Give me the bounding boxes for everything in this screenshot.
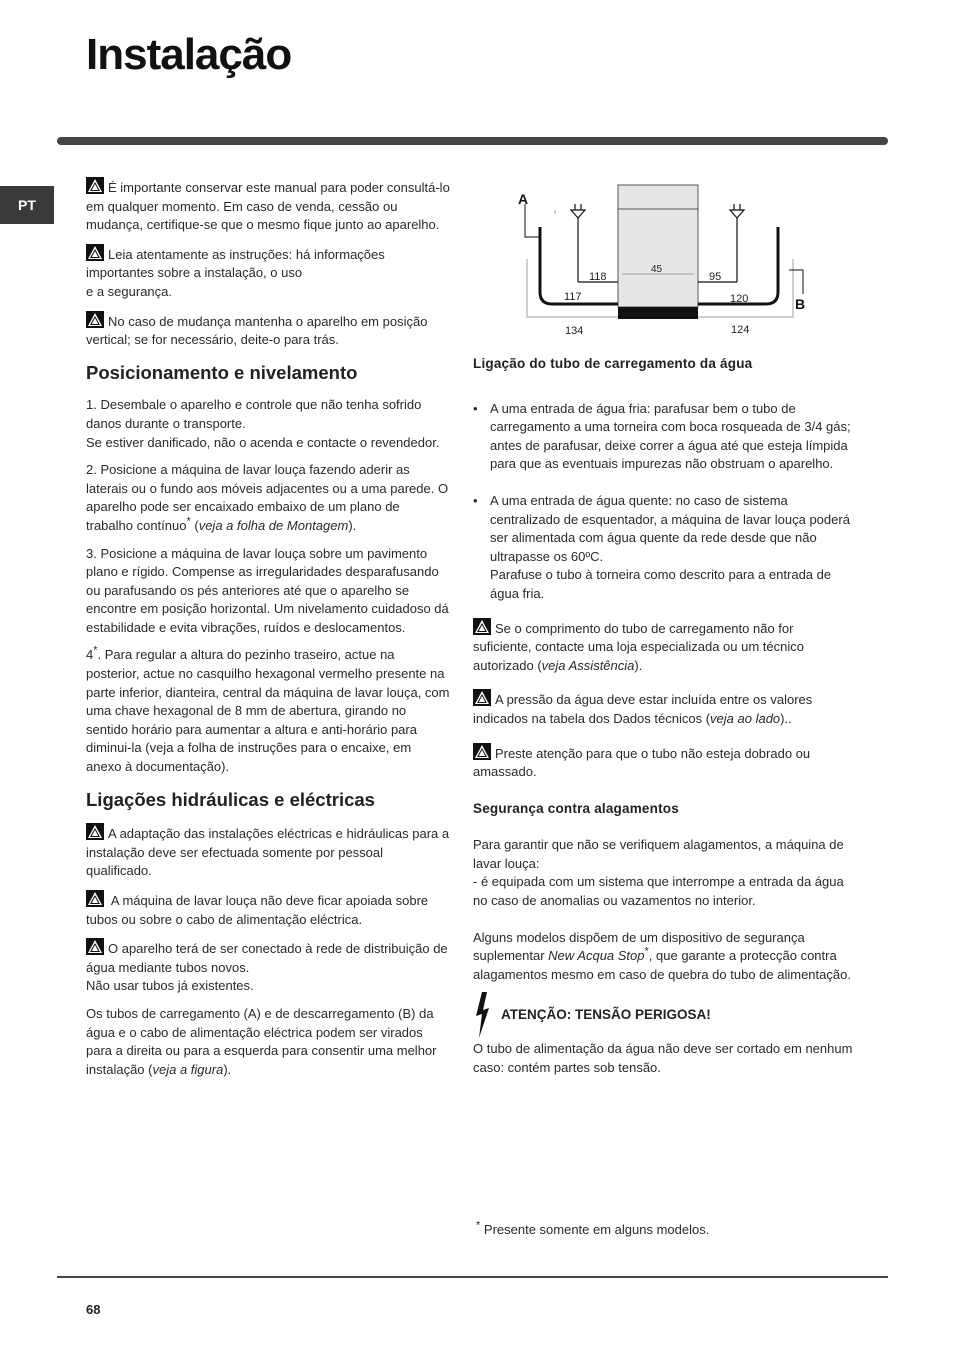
dim-124: 124 <box>731 324 750 336</box>
flood-safety-text: Para garantir que não se verifiquem alagamentos, a máquina de lavar louça: - é equipada com um sistema que interrompe a entrada da água no caso de anomalias ou vazamentos no interior. <box>473 837 844 909</box>
step-3: 3. Posicione a máquina de lavar louça sobre um pavimento plano e rígido. Compense as irregularidades desparafusando ou parafusando os pés anteriores até que o aparelho se encontre em posição horizontal. Um nivelamento cuidadoso dá estabilidade e evita vibrações, ruídos e deslocamentos. <box>86 545 449 635</box>
step-1: 1. Desembale o aparelho e controle que não tenha sofrido danos durante o transporte. Se estiver danificado, não o acenda e contacte o revendedor. <box>86 397 440 450</box>
label-a: A <box>518 191 529 207</box>
appliance-outline <box>618 185 698 307</box>
section-heading-positioning: Posicionamento e nivelamento <box>86 361 358 383</box>
warning-moving: No caso de mudança mantenha o aparelho em posição vertical; se for necessário, deite-o para trás. <box>86 311 450 350</box>
section-heading-connections: Ligações hidráulicas e eléctricas <box>86 788 375 810</box>
danger-voltage <box>473 992 853 1038</box>
bottom-rule <box>57 1276 888 1278</box>
warning-icon <box>86 823 104 840</box>
warning-icon <box>86 177 104 194</box>
acqua-stop-text: Alguns modelos dispõem de um dispositivo de segurança suplementar New Acqua Stop*, que garante a protecção contra alagamentos mesmo em caso de quebra do tubo de alimentação. <box>473 929 851 982</box>
step-4: 4*. Para regular a altura do pezinho traseiro, actue na posterior, actue no casquilho hexagonal vermelho presente na parte inferior, dianteira, central da máquina de lavar louça, com uma chave hexagonal de 8 mm de abertura, girando no sentido horário para aumentar a altura e anti-horário para diminui-la (veja a folha de instruções para o encaixe, em anexo à documentação). <box>86 645 450 775</box>
list-item: • A uma entrada de água fria: parafusar bem o tubo de carregamento a uma torneira com boca rosqueada de 3/4 gás; antes de parafusar, deixe correr a água até que esteja límpida para que as eventuais impurezas não obstruam o aparelho. <box>473 400 853 474</box>
danger-text: O tubo de alimentação da água não deve ser cortado em nenhum caso: contém partes sob tensão. <box>473 1041 853 1076</box>
page-number: 68 <box>86 1302 101 1317</box>
page-title: Instalação <box>86 30 292 79</box>
warning-read-instructions: Leia atentamente as instruções: há informações importantes sobre a instalação, o uso e a segurança. <box>86 244 450 302</box>
warning-icon <box>86 311 104 328</box>
footnote: * Presente somente em alguns modelos. <box>476 1219 710 1237</box>
danger-label: ATENÇÃO: TENSÃO PERIGOSA! <box>501 1007 711 1023</box>
dim-117: 117 <box>564 291 582 303</box>
heading-flood-safety: Segurança contra alagamentos <box>473 800 679 816</box>
warning-icon <box>86 890 104 907</box>
warning-icon <box>86 244 104 261</box>
warning-icon <box>473 743 491 760</box>
dim-120: 120 <box>730 293 749 305</box>
lightning-bolt-icon <box>473 992 491 1038</box>
left-column <box>86 177 450 1079</box>
warning-icon <box>473 689 491 706</box>
warning-new-tubes: O aparelho terá de ser conectado à rede de distribuição de água mediante tubos novos. Não usar tubos já existentes. <box>86 938 450 996</box>
warning-hose-bent: Preste atenção para que o tubo não esteja dobrado ou amassado. <box>473 743 853 782</box>
warning-not-on-tubes: A máquina de lavar louça não deve ficar apoiada sobre tubos ou sobre o cabo de alimentação eléctrica. <box>86 890 450 929</box>
installation-diagram <box>515 182 815 342</box>
dim-45: 45 <box>651 264 663 275</box>
top-rule <box>57 137 888 145</box>
warning-keep-manual: É importante conservar este manual para poder consultá-lo em qualquer momento. Em caso de venda, cessão ou mudança, certifique-se que o mesmo fique junto ao aparelho. <box>86 177 450 235</box>
warning-qualified-staff: A adaptação das instalações eléctricas e hidráulicas para a instalação deve ser efectuada somente por pessoal qualificado. <box>86 823 450 881</box>
warning-hose-length: Se o comprimento do tubo de carregamento não for suficiente, contacte uma loja especializada ou um técnico autorizado (veja Assistência). <box>473 618 853 676</box>
warning-icon <box>86 938 104 955</box>
tubes-orientation: Os tubos de carregamento (A) e de descarregamento (B) da água e o cabo de alimentação eléctrica podem ser virados para a direita ou para a esquerda para consentir uma melhor instalação (veja a figura). <box>86 1005 437 1077</box>
dim-95: 95 <box>709 271 722 283</box>
inlet-list <box>473 400 853 604</box>
step-2: 2. Posicione a máquina de lavar louça fazendo aderir as laterais ou o fundo aos móveis adjacentes ou a uma parede. O aparelho pode ser encaixado embaixo de um plano de trabalho contínuo* (veja a folha de Montagem). <box>86 462 449 533</box>
dim-118: 118 <box>589 271 607 283</box>
warning-icon <box>473 618 491 635</box>
language-tab: PT <box>0 186 54 224</box>
right-column <box>473 355 853 1078</box>
list-item: • A uma entrada de água quente: no caso de sistema centralizado de esquentador, a máquina de lavar louça poderá ser alimentada com água quente da rede desde que não ultrapasse os 60ºC. Parafuse o tubo à torneira como descrito para a entrada de água fria. <box>473 492 853 604</box>
appliance-base <box>618 307 698 319</box>
warning-water-pressure: A pressão da água deve estar incluída entre os valores indicados na tabela dos Dados técnicos (veja ao lado).. <box>473 689 853 728</box>
heading-water-inlet: Ligação do tubo de carregamento da água <box>473 356 753 371</box>
dim-134: 134 <box>565 325 584 337</box>
label-b: B <box>795 296 806 312</box>
